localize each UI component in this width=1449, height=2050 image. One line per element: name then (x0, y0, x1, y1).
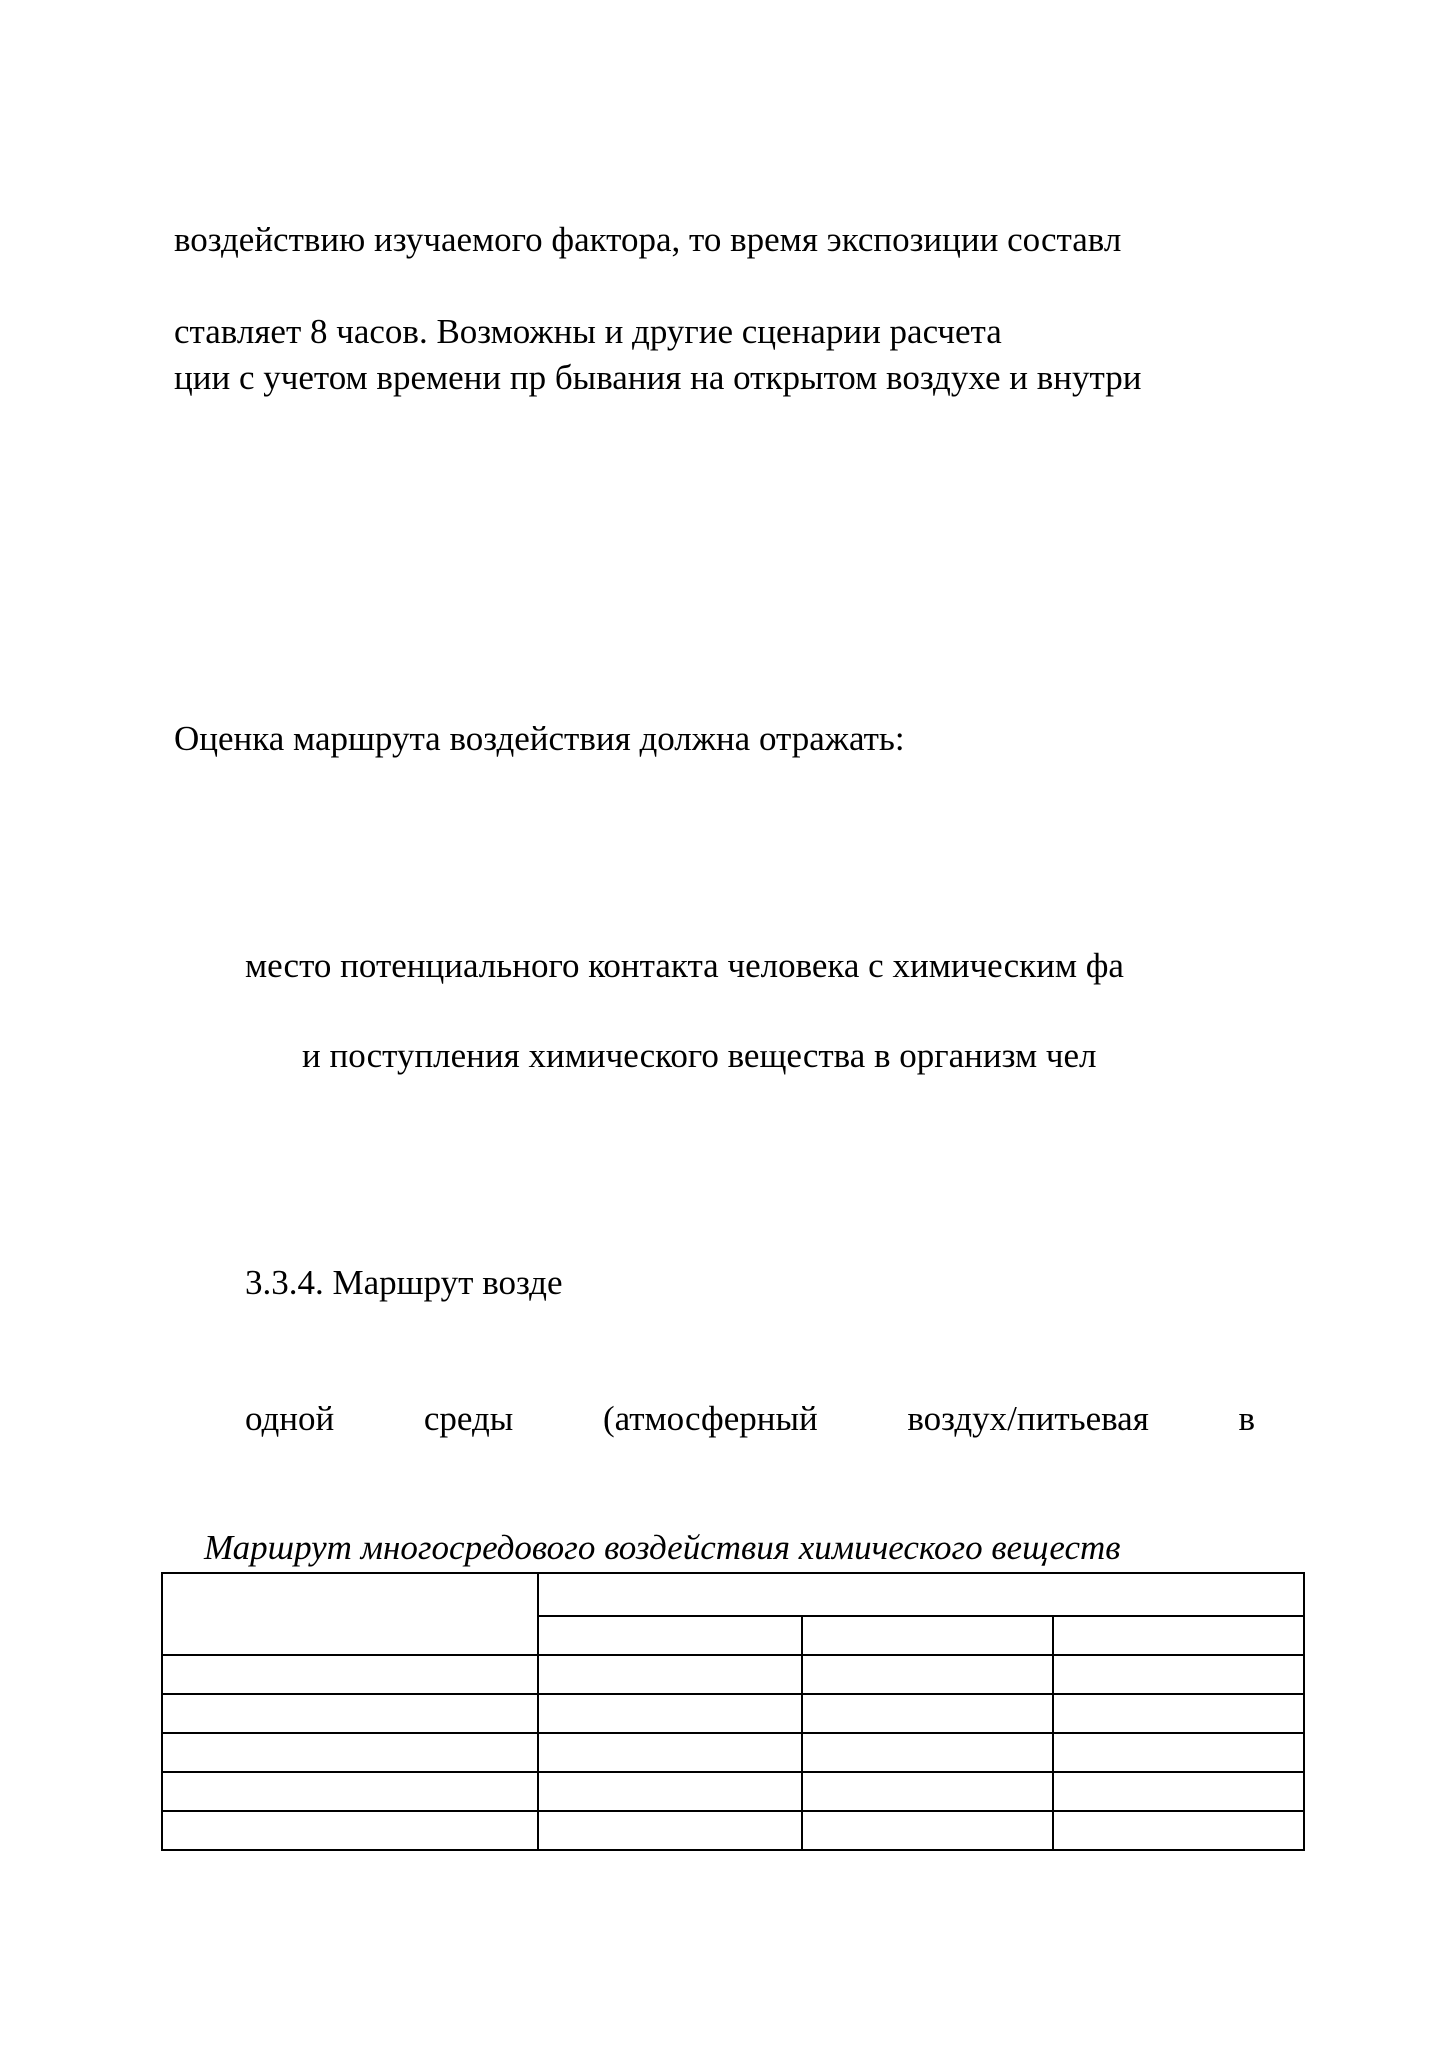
table-cell (538, 1811, 802, 1850)
table-header-cell (802, 1616, 1053, 1655)
text-line-6: и поступления химического вещества в организм чел (302, 1036, 1097, 1075)
table-cell (802, 1733, 1053, 1772)
justified-word: (атмосферный (602, 1399, 818, 1438)
justified-word: воздух/питьевая (907, 1399, 1149, 1438)
table-cell (1053, 1811, 1304, 1850)
table-cell (162, 1694, 538, 1733)
table-cell (1053, 1772, 1304, 1811)
section-heading: 3.3.4. Маршрут возде (245, 1263, 563, 1302)
text-line-2: ставляет 8 часов. Возможны и другие сценарии расчета (174, 312, 1002, 351)
table-cell (802, 1655, 1053, 1694)
table-cell (538, 1772, 802, 1811)
table-header-cell (538, 1573, 1304, 1616)
table-row (162, 1772, 1304, 1811)
table-header-cell (538, 1616, 802, 1655)
table-row (162, 1733, 1304, 1772)
table-row (162, 1694, 1304, 1733)
justified-word: в (1238, 1399, 1255, 1438)
table-row (162, 1811, 1304, 1850)
table-cell (162, 1811, 538, 1850)
table-cell (538, 1733, 802, 1772)
table-caption: Маршрут многосредового воздействия химического веществ (204, 1528, 1121, 1567)
table-cell (162, 1772, 538, 1811)
table-cell (1053, 1733, 1304, 1772)
text-line-4: Оценка маршрута воздействия должна отражать: (174, 719, 905, 758)
justified-word: одной (245, 1399, 335, 1438)
table-row (162, 1655, 1304, 1694)
table-header-row (162, 1573, 1304, 1616)
text-line-3: ции с учетом времени пр бывания на открытом воздухе и внутри (174, 358, 1142, 397)
justified-word: среды (423, 1399, 514, 1438)
table-cell (802, 1772, 1053, 1811)
table-cell (538, 1655, 802, 1694)
table-cell (802, 1811, 1053, 1850)
table-cell (802, 1694, 1053, 1733)
table-cell (1053, 1694, 1304, 1733)
table-cell (1053, 1655, 1304, 1694)
justified-text-line (245, 1399, 1255, 1439)
exposure-route-table (161, 1572, 1305, 1851)
table-cell (162, 1733, 538, 1772)
table-header-cell (162, 1573, 538, 1655)
table-cell (538, 1694, 802, 1733)
table-cell (162, 1655, 538, 1694)
text-line-1: воздействию изучаемого фактора, то время экспозиции составл (174, 220, 1122, 259)
table-header-cell (1053, 1616, 1304, 1655)
text-line-5: место потенциального контакта человека с химическим фа (245, 946, 1124, 985)
